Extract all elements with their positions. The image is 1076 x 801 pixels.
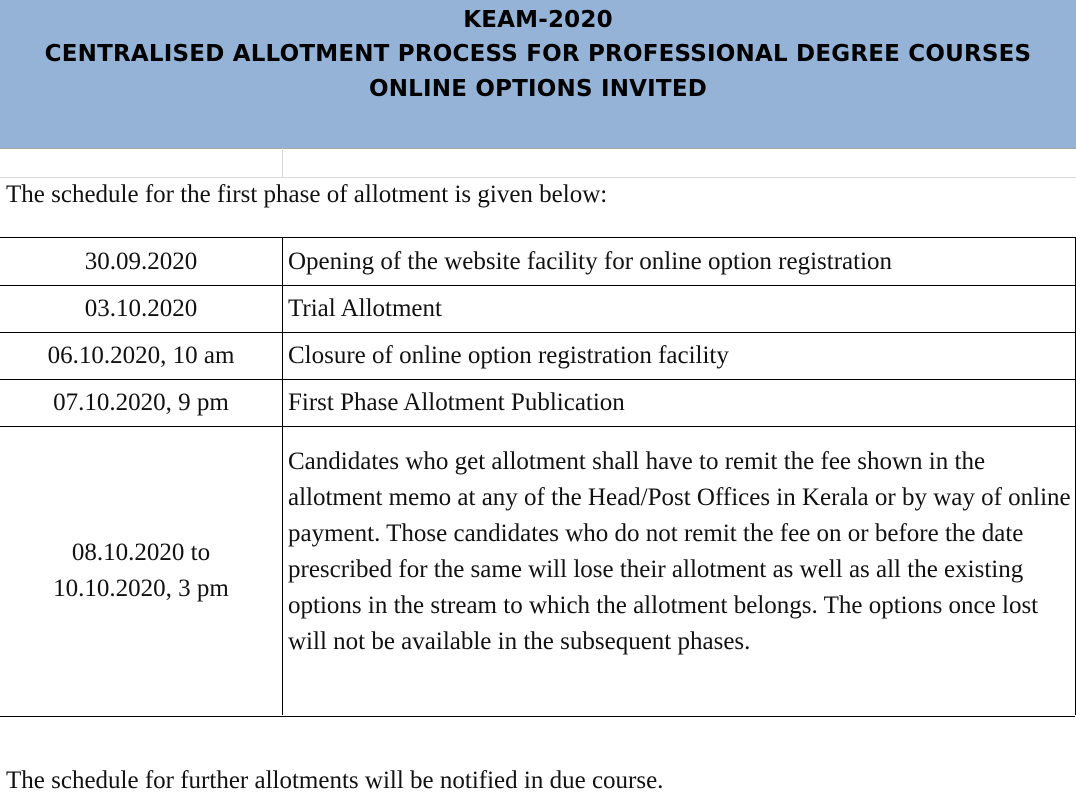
table-row	[0, 379, 1075, 427]
schedule-date: 30.09.2020	[84, 247, 198, 275]
footer-note: The schedule for further allotments will be notified in due course.	[6, 767, 664, 794]
schedule-event: First Phase Allotment Publication	[282, 379, 1075, 426]
schedule-event: Opening of the website facility for online option registration	[282, 238, 1075, 285]
schedule-date: 06.10.2020, 10 am	[47, 341, 235, 369]
grid-line	[0, 177, 1076, 178]
schedule-event: Candidates who get allotment shall have to remit the fee shown in the allotment memo at any of the Head/Post Offices in Kerala or by way of online payment. Those candidates who do not remit the fee on or before the date prescribed for the same will lose their allotment as well as all the existing options in the stream to which the allotment belongs. The options once lost will not be available in the subsequent phases.	[282, 426, 1075, 715]
schedule-event: Trial Allotment	[282, 285, 1075, 332]
schedule-event: Closure of online option registration facility	[282, 332, 1075, 379]
header-title: KEAM-2020	[463, 7, 613, 33]
schedule-table	[0, 237, 1075, 717]
grid-line	[282, 148, 283, 178]
header-subtitle: CENTRALISED ALLOTMENT PROCESS FOR PROFESSIONAL DEGREE COURSES	[44, 41, 1032, 67]
table-row	[0, 426, 1075, 715]
table-row	[0, 285, 1075, 333]
header-notice: ONLINE OPTIONS INVITED	[368, 76, 708, 102]
schedule-intro: The schedule for the first phase of allotment is given below:	[6, 181, 608, 208]
schedule-date: 08.10.2020 to 10.10.2020, 3 pm	[53, 538, 229, 602]
table-row	[0, 238, 1075, 286]
schedule-date: 07.10.2020, 9 pm	[53, 388, 229, 416]
document-header	[0, 0, 1076, 149]
schedule-date: 03.10.2020	[84, 294, 198, 322]
table-row	[0, 332, 1075, 380]
